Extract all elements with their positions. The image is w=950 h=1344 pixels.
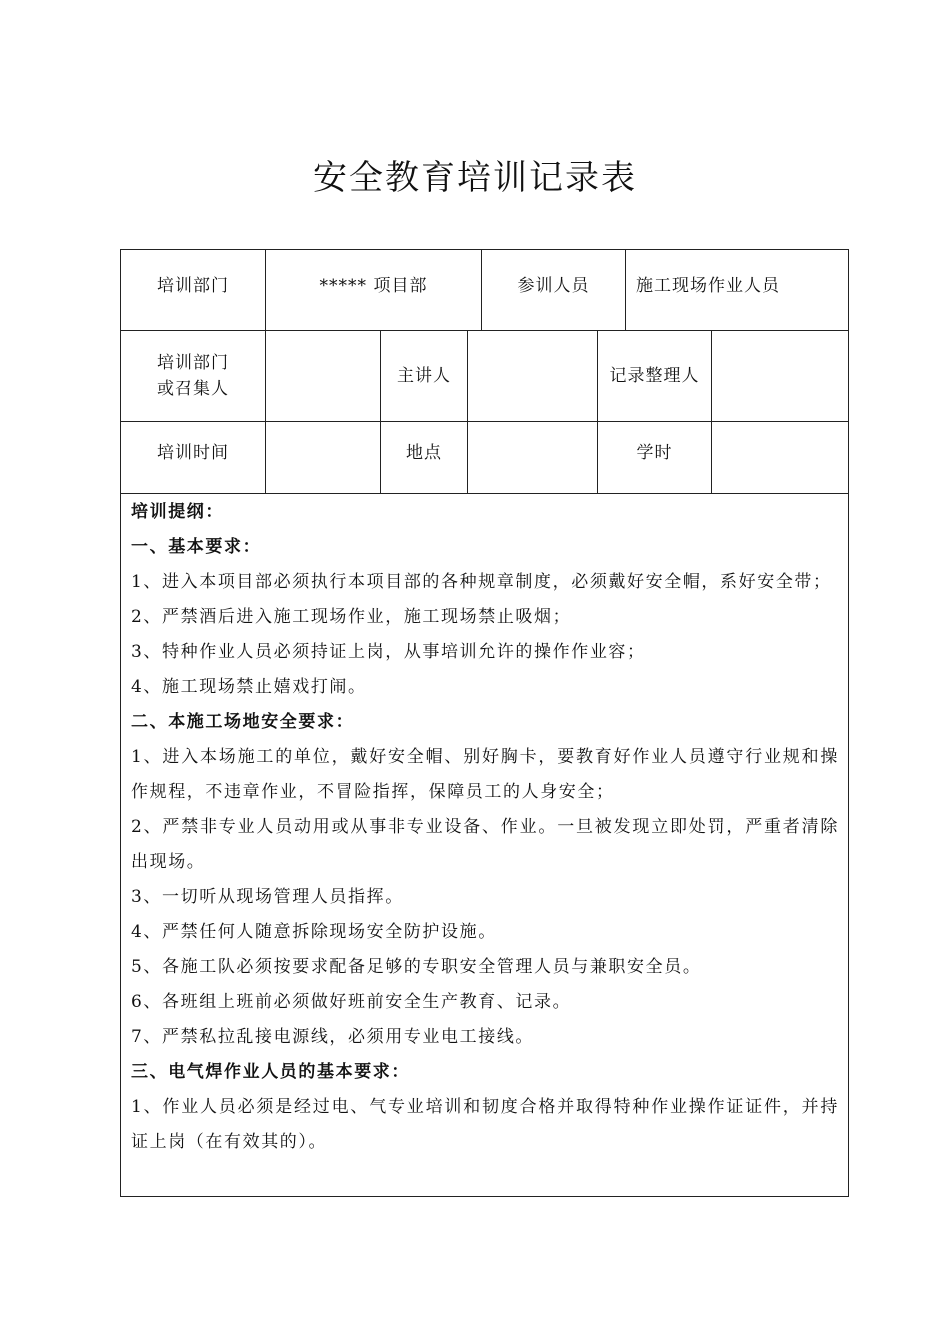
recorder-label: 记录整理人 (609, 366, 700, 386)
convener-label-line2: 或召集人 (157, 379, 229, 399)
section-item: 3、一切听从现场管理人员指挥。 (131, 887, 404, 907)
row-divider (121, 493, 848, 494)
recorder-value (712, 331, 848, 421)
section-item: 1、进入本场施工的单位，戴好安全帽、别好胸卡，要教育好作业人员遵守行业规和操作规程，不违章作业，不冒险指挥，保障员工的人身安全； (131, 747, 839, 802)
dept-value: ***** 项目部 (319, 276, 428, 296)
page-title: 安全教育培训记录表 (313, 158, 637, 198)
section-item: 3、特种作业人员必须持证上岗，从事培训允许的操作作业容； (131, 642, 646, 662)
section-item: 6、各班组上班前必须做好班前安全生产教育、记录。 (131, 992, 572, 1012)
section-title: 二、本施工场地安全要求： (131, 712, 355, 732)
training-record-table (120, 249, 849, 1197)
section-item: 2、严禁非专业人员动用或从事非专业设备、作业。一旦被发现立即处罚，严重者清除出现场。 (131, 817, 839, 872)
participants-value: 施工现场作业人员 (636, 276, 780, 296)
section-item: 4、施工现场禁止嬉戏打闹。 (131, 677, 367, 697)
section-item: 1、进入本项目部必须执行本项目部的各种规章制度，必须戴好安全帽，系好安全带； (131, 572, 832, 592)
convener-label (121, 331, 265, 421)
hours-label: 学时 (636, 443, 673, 463)
section-title: 一、基本要求： (131, 537, 262, 557)
time-value (266, 422, 380, 484)
place-value (468, 422, 597, 484)
lecturer-label: 主讲人 (397, 366, 451, 386)
lecturer-value (468, 331, 597, 421)
convener-label-line1: 培训部门 (157, 353, 229, 373)
section-item: 7、严禁私拉乱接电源线，必须用专业电工接线。 (131, 1027, 535, 1047)
hours-value (712, 422, 848, 484)
convener-value (266, 331, 380, 421)
section-item: 2、严禁酒后进入施工现场作业，施工现场禁止吸烟； (131, 607, 572, 627)
time-label: 培训时间 (157, 443, 229, 463)
section-item: 1、作业人员必须是经过电、气专业培训和韧度合格并取得特种作业操作证证件，并持证上岗（在有效其的）。 (131, 1097, 839, 1152)
section-title: 三、电气焊作业人员的基本要求： (131, 1062, 410, 1082)
section-item: 5、各施工队必须按要求配备足够的专职安全管理人员与兼职安全员。 (131, 957, 702, 977)
dept-label: 培训部门 (157, 276, 229, 296)
section-item: 4、严禁任何人随意拆除现场安全防护设施。 (131, 922, 497, 942)
participants-label: 参训人员 (517, 276, 590, 296)
place-label: 地点 (406, 443, 442, 463)
outline-heading: 培训提纲： (131, 502, 224, 522)
training-outline (131, 495, 839, 1160)
